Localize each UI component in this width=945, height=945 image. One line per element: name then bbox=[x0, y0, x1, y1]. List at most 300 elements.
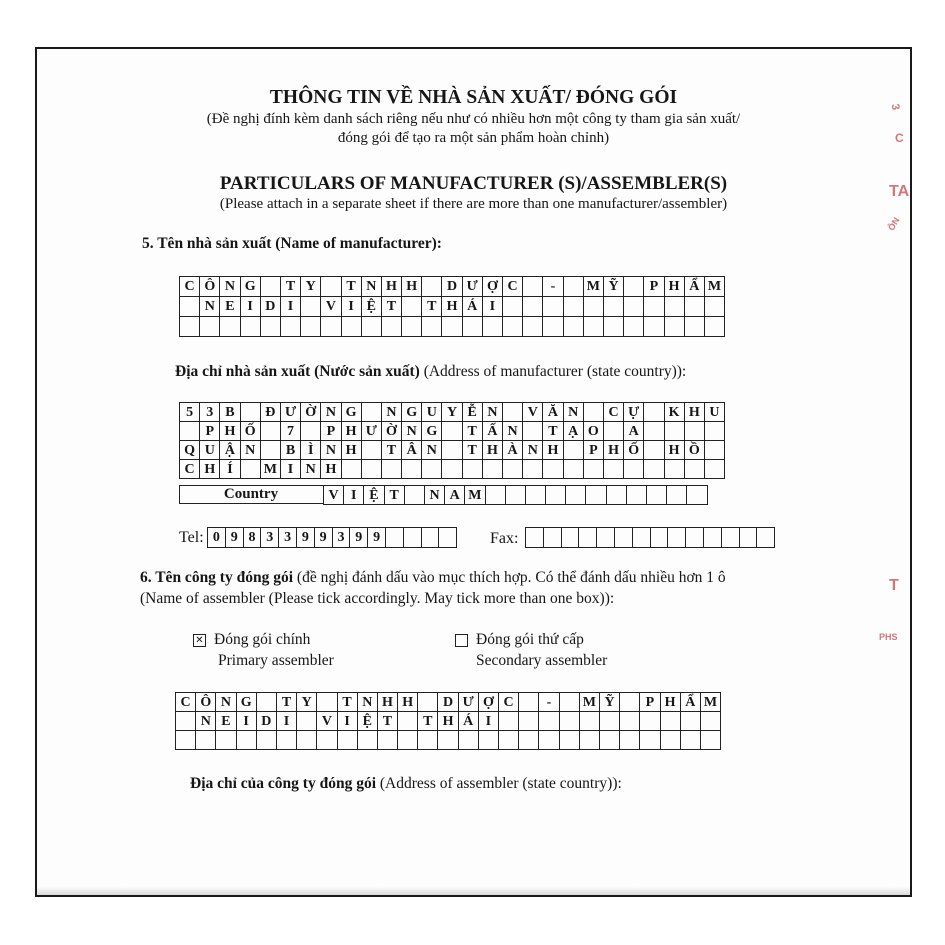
grid-cell: Á bbox=[458, 712, 478, 731]
grid-cell bbox=[543, 528, 561, 548]
grid-cell bbox=[196, 731, 216, 750]
grid-cell bbox=[583, 403, 603, 422]
stamp-fragment-small-2: C bbox=[895, 131, 904, 145]
grid-cell bbox=[563, 441, 583, 460]
grid-cell bbox=[632, 528, 650, 548]
grid-cell: - bbox=[543, 277, 563, 297]
grid-cell: Ẩ bbox=[684, 277, 704, 297]
grid-cell: 3 bbox=[200, 403, 220, 422]
grid-cell: T bbox=[462, 422, 482, 441]
grid-cell bbox=[647, 486, 667, 505]
grid-cell bbox=[624, 277, 644, 297]
grid-cell: 3 bbox=[261, 528, 279, 548]
grid-cell bbox=[586, 486, 606, 505]
grid-row bbox=[324, 486, 708, 505]
grid-cell bbox=[260, 277, 280, 297]
fax-grid bbox=[525, 527, 775, 548]
grid-cell: H bbox=[438, 712, 458, 731]
stamp-fragment-bottom: T bbox=[889, 577, 899, 594]
manufacturer-address-label-rest: (Address of manufacturer (state country)): bbox=[419, 363, 687, 380]
grid-cell: 9 bbox=[314, 528, 332, 548]
grid-cell: H bbox=[442, 297, 462, 317]
grid-cell bbox=[566, 486, 586, 505]
grid-cell: V bbox=[523, 403, 543, 422]
grid-cell: Ố bbox=[240, 422, 260, 441]
assembler-name-grid bbox=[175, 692, 721, 750]
grid-cell: Ỹ bbox=[603, 277, 623, 297]
grid-cell: I bbox=[236, 712, 256, 731]
grid-cell: I bbox=[280, 460, 300, 479]
grid-cell: Ô bbox=[200, 277, 220, 297]
grid-cell bbox=[660, 712, 680, 731]
grid-cell bbox=[499, 712, 519, 731]
grid-cell bbox=[664, 297, 684, 317]
grid-cell bbox=[422, 277, 442, 297]
grid-cell: Ờ bbox=[381, 422, 401, 441]
document-page bbox=[35, 47, 912, 897]
grid-cell bbox=[599, 731, 619, 750]
grid-cell bbox=[640, 731, 660, 750]
grid-cell: Ẩ bbox=[680, 693, 700, 712]
grid-cell bbox=[361, 403, 381, 422]
grid-cell bbox=[700, 731, 720, 750]
grid-cell bbox=[317, 693, 337, 712]
grid-cell: Ấ bbox=[482, 422, 502, 441]
grid-cell: I bbox=[337, 712, 357, 731]
assembler-address-label bbox=[190, 775, 622, 793]
section6-heading-rest: (đề nghị đánh dấu vào mục thích hợp. Có thể đánh dấu nhiều hơn 1 ô bbox=[293, 569, 726, 586]
grid-cell bbox=[686, 528, 704, 548]
grid-cell: N bbox=[240, 441, 260, 460]
grid-cell: Ư bbox=[462, 277, 482, 297]
grid-cell bbox=[684, 460, 704, 479]
grid-cell bbox=[603, 422, 623, 441]
grid-cell bbox=[180, 422, 200, 441]
grid-cell: Ợ bbox=[478, 693, 498, 712]
grid-cell: T bbox=[462, 441, 482, 460]
grid-cell: B bbox=[280, 441, 300, 460]
grid-cell bbox=[579, 528, 597, 548]
note-vi-line1: (Đề nghị đính kèm danh sách riêng nếu như có nhiều hơn một công ty tham gia sản xuất/ bbox=[206, 111, 741, 127]
grid-row bbox=[180, 317, 725, 337]
grid-cell bbox=[398, 712, 418, 731]
section5-heading: 5. Tên nhà sản xuất (Name of manufacturer): bbox=[142, 235, 442, 252]
grid-cell: Ự bbox=[624, 403, 644, 422]
grid-cell bbox=[700, 712, 720, 731]
section6-heading-bold: 6. Tên công ty đóng gói bbox=[140, 569, 294, 586]
title-en: PARTICULARS OF MANUFACTURER (S)/ASSEMBLER(S) bbox=[219, 173, 728, 194]
grid-cell: Y bbox=[442, 403, 462, 422]
grid-cell bbox=[704, 317, 724, 337]
grid-cell: I bbox=[240, 297, 260, 317]
grid-row bbox=[180, 422, 725, 441]
grid-cell: N bbox=[200, 297, 220, 317]
grid-cell: H bbox=[482, 441, 502, 460]
grid-cell bbox=[563, 460, 583, 479]
grid-cell bbox=[503, 403, 523, 422]
grid-cell bbox=[543, 317, 563, 337]
grid-cell bbox=[583, 317, 603, 337]
grid-cell: P bbox=[640, 693, 660, 712]
grid-cell bbox=[667, 486, 687, 505]
primary-assembler-checkbox[interactable]: ✕ bbox=[193, 634, 206, 647]
grid-cell: T bbox=[280, 277, 300, 297]
grid-cell bbox=[687, 486, 707, 505]
grid-cell: G bbox=[236, 693, 256, 712]
grid-row bbox=[176, 712, 721, 731]
grid-cell: V bbox=[324, 486, 344, 505]
grid-cell bbox=[583, 460, 603, 479]
grid-cell bbox=[704, 460, 724, 479]
manufacturer-address-label-bold: Địa chỉ nhà sản xuất (Nước sản xuất) bbox=[175, 363, 420, 380]
grid-cell bbox=[240, 403, 260, 422]
grid-row bbox=[180, 403, 725, 422]
grid-row bbox=[180, 297, 725, 317]
grid-cell: À bbox=[503, 441, 523, 460]
grid-cell: Q bbox=[180, 441, 200, 460]
grid-cell: N bbox=[301, 460, 321, 479]
grid-cell bbox=[442, 441, 462, 460]
grid-cell bbox=[523, 317, 543, 337]
grid-cell: Ợ bbox=[482, 277, 502, 297]
grid-cell: 9 bbox=[296, 528, 314, 548]
grid-cell bbox=[620, 712, 640, 731]
grid-cell bbox=[398, 731, 418, 750]
grid-cell: H bbox=[603, 441, 623, 460]
manufacturer-name-grid bbox=[179, 276, 725, 337]
grid-cell: 0 bbox=[208, 528, 226, 548]
grid-cell bbox=[381, 317, 401, 337]
grid-cell bbox=[499, 731, 519, 750]
grid-cell bbox=[626, 486, 646, 505]
grid-cell bbox=[664, 460, 684, 479]
grid-row bbox=[180, 460, 725, 479]
grid-cell: Ệ bbox=[364, 486, 384, 505]
fax-label: Fax: bbox=[490, 530, 519, 547]
grid-cell bbox=[757, 528, 775, 548]
grid-cell bbox=[418, 731, 438, 750]
grid-cell: N bbox=[503, 422, 523, 441]
grid-cell: - bbox=[539, 693, 559, 712]
grid-cell bbox=[559, 712, 579, 731]
grid-cell: T bbox=[276, 693, 296, 712]
grid-cell bbox=[684, 317, 704, 337]
grid-cell bbox=[664, 317, 684, 337]
grid-cell bbox=[404, 486, 424, 505]
primary-assembler-option[interactable] bbox=[193, 631, 310, 649]
grid-cell bbox=[361, 441, 381, 460]
grid-cell bbox=[321, 277, 341, 297]
country-label-cell bbox=[179, 485, 323, 504]
grid-cell bbox=[519, 693, 539, 712]
grid-cell bbox=[402, 460, 422, 479]
grid-cell bbox=[603, 460, 623, 479]
assembler-address-label-bold: Địa chỉ của công ty đóng gói bbox=[190, 775, 377, 792]
grid-cell bbox=[704, 422, 724, 441]
grid-cell bbox=[442, 460, 462, 479]
grid-cell: Ă bbox=[543, 403, 563, 422]
country-label: Country bbox=[223, 486, 279, 502]
grid-cell: Y bbox=[297, 693, 317, 712]
grid-cell: V bbox=[317, 712, 337, 731]
grid-cell: C bbox=[603, 403, 623, 422]
grid-cell: Ư bbox=[458, 693, 478, 712]
grid-cell bbox=[543, 460, 563, 479]
country-grid bbox=[323, 485, 708, 505]
grid-cell bbox=[519, 731, 539, 750]
grid-cell: Ệ bbox=[361, 297, 381, 317]
stamp-fragment-small-4: PHS bbox=[879, 632, 898, 642]
grid-cell: Ư bbox=[361, 422, 381, 441]
grid-cell bbox=[176, 731, 196, 750]
grid-cell: P bbox=[321, 422, 341, 441]
grid-cell: Â bbox=[402, 441, 422, 460]
grid-cell: P bbox=[583, 441, 603, 460]
grid-cell: I bbox=[482, 297, 502, 317]
section6-heading-line2: (Name of assembler (Please tick accordingly. May tick more than one box)): bbox=[140, 590, 615, 607]
grid-cell bbox=[297, 731, 317, 750]
grid-row bbox=[176, 731, 721, 750]
grid-cell bbox=[442, 422, 462, 441]
grid-cell: 3 bbox=[332, 528, 350, 548]
grid-cell bbox=[260, 441, 280, 460]
grid-cell: H bbox=[398, 693, 418, 712]
grid-cell: N bbox=[220, 277, 240, 297]
grid-cell bbox=[482, 460, 502, 479]
grid-cell: H bbox=[341, 422, 361, 441]
grid-cell bbox=[297, 712, 317, 731]
assembler-address-label-rest: (Address of assembler (state country)): bbox=[376, 775, 622, 792]
grid-cell: N bbox=[381, 403, 401, 422]
grid-cell: Ậ bbox=[220, 441, 240, 460]
grid-cell bbox=[442, 317, 462, 337]
page-bottom-shadow bbox=[37, 887, 910, 895]
grid-cell bbox=[704, 297, 724, 317]
manufacturer-address-grid bbox=[179, 402, 725, 479]
grid-row bbox=[180, 277, 725, 297]
grid-cell bbox=[721, 528, 739, 548]
grid-cell: H bbox=[664, 441, 684, 460]
grid-cell: T bbox=[381, 297, 401, 317]
grid-cell: G bbox=[402, 403, 422, 422]
grid-cell: Ỹ bbox=[599, 693, 619, 712]
grid-cell bbox=[462, 460, 482, 479]
grid-cell: H bbox=[543, 441, 563, 460]
grid-cell bbox=[301, 317, 321, 337]
secondary-assembler-option[interactable] bbox=[455, 631, 584, 649]
primary-assembler-label-vi: Đóng gói chính bbox=[214, 631, 311, 648]
grid-cell: E bbox=[220, 297, 240, 317]
tel-label: Tel: bbox=[179, 529, 204, 546]
grid-cell: D bbox=[260, 297, 280, 317]
grid-cell: A bbox=[624, 422, 644, 441]
grid-cell: M bbox=[579, 693, 599, 712]
grid-cell: 9 bbox=[225, 528, 243, 548]
grid-cell: C bbox=[176, 693, 196, 712]
grid-cell bbox=[503, 460, 523, 479]
grid-cell bbox=[317, 731, 337, 750]
grid-cell: T bbox=[381, 441, 401, 460]
grid-cell: U bbox=[422, 403, 442, 422]
grid-cell bbox=[559, 731, 579, 750]
stamp-fragment-small-1: 3 bbox=[888, 102, 902, 112]
grid-cell bbox=[280, 317, 300, 337]
grid-cell: M bbox=[700, 693, 720, 712]
grid-cell bbox=[385, 528, 403, 548]
grid-cell: 8 bbox=[243, 528, 261, 548]
grid-cell: N bbox=[523, 441, 543, 460]
grid-cell: E bbox=[216, 712, 236, 731]
grid-cell bbox=[301, 297, 321, 317]
grid-cell bbox=[561, 528, 579, 548]
grid-cell bbox=[256, 693, 276, 712]
grid-cell bbox=[644, 297, 664, 317]
grid-cell bbox=[439, 528, 457, 548]
grid-cell: I bbox=[341, 297, 361, 317]
grid-cell: T bbox=[341, 277, 361, 297]
grid-cell: B bbox=[220, 403, 240, 422]
secondary-assembler-checkbox[interactable] bbox=[455, 634, 468, 647]
secondary-assembler-label-vi: Đóng gói thứ cấp bbox=[476, 631, 584, 648]
stamp-fragment-top: TA bbox=[889, 183, 910, 200]
grid-cell bbox=[418, 693, 438, 712]
title-vi: THÔNG TIN VỀ NHÀ SẢN XUẤT/ ĐÓNG GÓI bbox=[269, 87, 678, 108]
grid-cell: Đ bbox=[260, 403, 280, 422]
grid-row bbox=[208, 528, 457, 548]
grid-cell: N bbox=[424, 486, 444, 505]
grid-cell: Ư bbox=[280, 403, 300, 422]
grid-cell bbox=[176, 712, 196, 731]
grid-cell bbox=[644, 441, 664, 460]
grid-cell bbox=[680, 712, 700, 731]
grid-cell: Ô bbox=[196, 693, 216, 712]
grid-cell: 9 bbox=[368, 528, 386, 548]
grid-cell bbox=[337, 731, 357, 750]
grid-cell: I bbox=[280, 297, 300, 317]
grid-cell: Í bbox=[220, 460, 240, 479]
grid-cell: Á bbox=[462, 297, 482, 317]
grid-cell: K bbox=[664, 403, 684, 422]
manufacturer-address-label bbox=[175, 363, 686, 381]
grid-row bbox=[176, 693, 721, 712]
grid-cell bbox=[624, 297, 644, 317]
grid-cell bbox=[403, 528, 421, 548]
grid-cell bbox=[599, 712, 619, 731]
grid-cell bbox=[644, 317, 664, 337]
grid-cell: O bbox=[583, 422, 603, 441]
grid-cell: N bbox=[563, 403, 583, 422]
grid-cell bbox=[526, 528, 544, 548]
grid-cell: Ì bbox=[301, 441, 321, 460]
grid-cell bbox=[563, 277, 583, 297]
grid-cell: H bbox=[402, 277, 422, 297]
grid-cell bbox=[216, 731, 236, 750]
grid-cell bbox=[240, 460, 260, 479]
grid-cell bbox=[381, 460, 401, 479]
grid-cell: T bbox=[337, 693, 357, 712]
grid-cell: M bbox=[704, 277, 724, 297]
grid-cell bbox=[620, 731, 640, 750]
grid-cell bbox=[462, 317, 482, 337]
grid-cell: 7 bbox=[280, 422, 300, 441]
grid-cell: I bbox=[344, 486, 364, 505]
grid-cell: D bbox=[256, 712, 276, 731]
grid-cell bbox=[402, 317, 422, 337]
grid-cell: N bbox=[482, 403, 502, 422]
grid-cell bbox=[525, 486, 545, 505]
grid-cell: N bbox=[422, 441, 442, 460]
grid-cell bbox=[684, 297, 704, 317]
tel-grid bbox=[207, 527, 457, 548]
grid-cell bbox=[543, 297, 563, 317]
grid-cell bbox=[422, 460, 442, 479]
grid-cell bbox=[640, 712, 660, 731]
grid-cell: Y bbox=[301, 277, 321, 297]
grid-cell bbox=[519, 712, 539, 731]
grid-cell bbox=[180, 317, 200, 337]
grid-cell bbox=[361, 317, 381, 337]
grid-cell: Ạ bbox=[563, 422, 583, 441]
grid-cell: G bbox=[341, 403, 361, 422]
grid-cell: H bbox=[200, 460, 220, 479]
grid-cell bbox=[579, 731, 599, 750]
grid-cell bbox=[180, 297, 200, 317]
grid-cell: 5 bbox=[180, 403, 200, 422]
grid-cell: 9 bbox=[350, 528, 368, 548]
grid-cell: V bbox=[321, 297, 341, 317]
grid-cell bbox=[220, 317, 240, 337]
grid-cell: T bbox=[384, 486, 404, 505]
grid-cell: N bbox=[196, 712, 216, 731]
grid-cell bbox=[668, 528, 686, 548]
grid-cell bbox=[503, 297, 523, 317]
grid-cell: Ố bbox=[624, 441, 644, 460]
grid-cell: T bbox=[543, 422, 563, 441]
grid-cell bbox=[438, 731, 458, 750]
stamp-fragment-small-3: ÔN bbox=[886, 215, 902, 233]
grid-cell bbox=[603, 317, 623, 337]
grid-cell bbox=[614, 528, 632, 548]
grid-cell bbox=[341, 317, 361, 337]
grid-cell bbox=[240, 317, 260, 337]
grid-cell: N bbox=[357, 693, 377, 712]
grid-cell bbox=[260, 317, 280, 337]
grid-cell: H bbox=[321, 460, 341, 479]
grid-cell bbox=[523, 297, 543, 317]
grid-cell: Ễ bbox=[462, 403, 482, 422]
grid-cell: H bbox=[381, 277, 401, 297]
grid-cell bbox=[276, 731, 296, 750]
grid-cell: C bbox=[503, 277, 523, 297]
grid-cell bbox=[523, 460, 543, 479]
grid-cell: N bbox=[321, 403, 341, 422]
grid-cell bbox=[546, 486, 566, 505]
grid-cell bbox=[361, 460, 381, 479]
grid-cell bbox=[377, 731, 397, 750]
grid-cell bbox=[620, 693, 640, 712]
grid-cell: I bbox=[478, 712, 498, 731]
grid-cell bbox=[603, 297, 623, 317]
grid-cell: N bbox=[361, 277, 381, 297]
grid-cell bbox=[684, 422, 704, 441]
grid-cell: H bbox=[220, 422, 240, 441]
grid-cell: I bbox=[276, 712, 296, 731]
grid-cell bbox=[624, 317, 644, 337]
grid-cell bbox=[739, 528, 757, 548]
grid-cell: T bbox=[377, 712, 397, 731]
grid-cell bbox=[301, 422, 321, 441]
grid-cell bbox=[421, 528, 439, 548]
